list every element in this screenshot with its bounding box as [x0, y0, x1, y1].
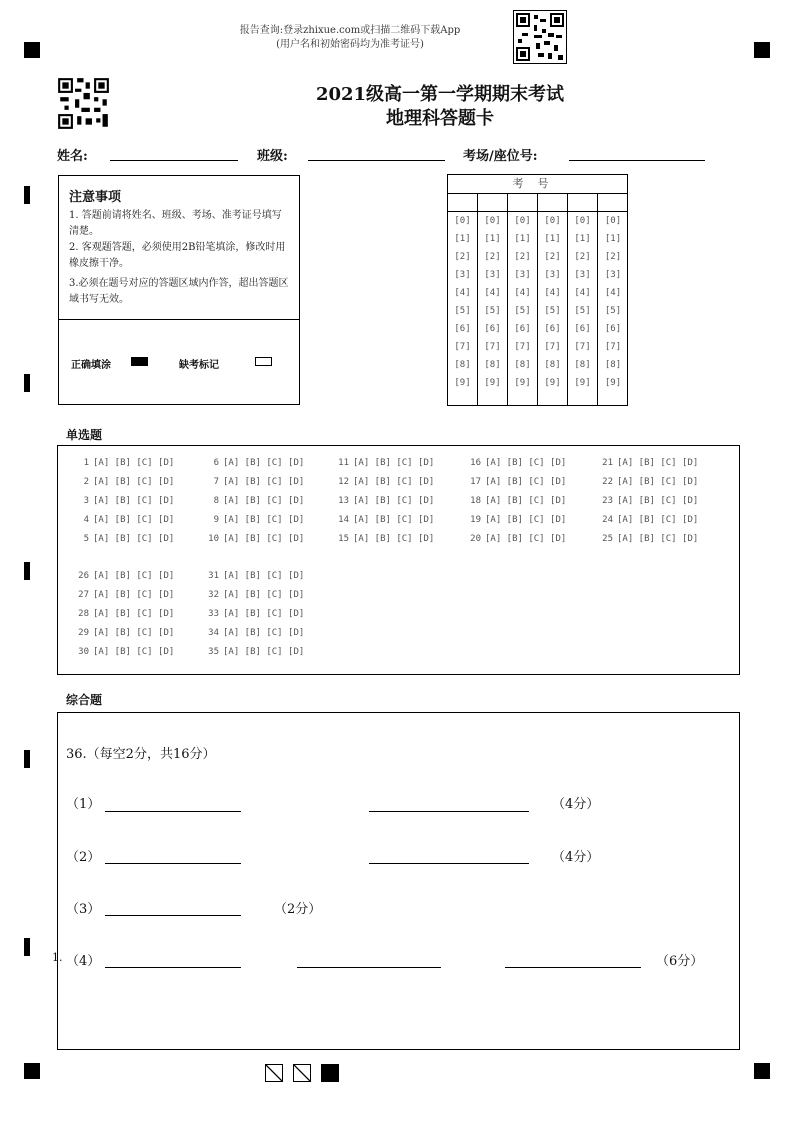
exam-digit-bubble[interactable]: [8] — [604, 360, 622, 370]
question-number: 18 — [470, 496, 481, 506]
choice-question — [468, 534, 566, 544]
answer-options[interactable]: [A] [B] [C] [D] — [353, 458, 435, 468]
part-4-answer-c[interactable] — [505, 967, 641, 968]
answer-options[interactable]: [A] [B] [C] [D] — [223, 628, 305, 638]
exam-digit-bubble[interactable]: [0] — [514, 216, 531, 226]
part-1-answer-a[interactable] — [105, 811, 241, 812]
exam-number-write-cell[interactable] — [538, 193, 567, 212]
answer-options[interactable]: [A] [B] [C] [D] — [485, 515, 567, 525]
part-4-prefix: 1. — [52, 951, 63, 964]
exam-digit-bubble[interactable]: [4] — [514, 288, 531, 298]
footer-check-box — [293, 1064, 311, 1082]
choice-question — [336, 496, 434, 506]
corner-mark-top-left — [24, 42, 40, 58]
choice-question — [76, 515, 174, 525]
exam-digit-bubble[interactable]: [3] — [574, 270, 591, 280]
choice-question — [336, 477, 434, 487]
exam-digit-bubble[interactable]: [3] — [514, 270, 531, 280]
exam-digit-bubble[interactable]: [6] — [484, 324, 501, 334]
filled-box-icon — [131, 357, 148, 366]
exam-digit-bubble[interactable]: [8] — [484, 360, 501, 370]
name-field[interactable] — [110, 160, 238, 161]
question-36: 36.（每空2分，共16分） — [66, 747, 216, 762]
exam-number-column — [568, 193, 598, 405]
exam-number-write-cell[interactable] — [448, 193, 477, 212]
exam-number-header: 考号 — [448, 175, 627, 194]
answer-options[interactable]: [A] [B] [C] [D] — [223, 647, 305, 657]
answer-options[interactable]: [A] [B] [C] [D] — [223, 590, 305, 600]
exam-digit-bubble[interactable]: [8] — [454, 360, 471, 370]
exam-digit-bubble[interactable]: [5] — [484, 306, 501, 316]
corner-mark-bottom-right — [754, 1063, 770, 1079]
part-3-label: （3） — [66, 902, 101, 917]
choice-question — [76, 628, 174, 638]
answer-options[interactable]: [A] [B] [C] [D] — [617, 477, 699, 487]
part-3-answer[interactable] — [105, 915, 241, 916]
exam-digit-bubble[interactable]: [6] — [574, 324, 591, 334]
answer-options[interactable]: [A] [B] [C] [D] — [353, 477, 435, 487]
choice-question — [206, 647, 304, 657]
exam-digit-bubble[interactable]: [6] — [604, 324, 622, 334]
question-number: 14 — [338, 515, 349, 525]
exam-number-write-cell[interactable] — [478, 193, 507, 212]
answer-options[interactable]: [A] [B] [C] [D] — [485, 534, 567, 544]
exam-number-column — [508, 193, 538, 405]
exam-digit-bubble[interactable]: [8] — [574, 360, 591, 370]
question-number: 11 — [338, 458, 349, 468]
corner-mark-top-right — [754, 42, 770, 58]
notice-item-3: 3.必须在题号对应的答题区域内作答，超出答题区域书写无效。 — [69, 278, 289, 305]
answer-options[interactable]: [A] [B] [C] [D] — [485, 496, 567, 506]
exam-digit-bubble[interactable]: [2] — [604, 252, 622, 262]
question-number: 28 — [78, 609, 89, 619]
class-label: 班级: — [257, 149, 288, 164]
question-number: 13 — [338, 496, 349, 506]
footer-check-box — [265, 1064, 283, 1082]
exam-digit-bubble[interactable]: [0] — [574, 216, 591, 226]
answer-options[interactable]: [A] [B] [C] [D] — [93, 515, 175, 525]
question-number: 16 — [470, 458, 481, 468]
part-4-answer-b[interactable] — [297, 967, 441, 968]
side-mark — [24, 374, 30, 392]
answer-options[interactable]: [A] [B] [C] [D] — [353, 515, 435, 525]
part-1-score: （4分） — [552, 797, 600, 812]
exam-subtitle: 地理科答题卡 — [386, 108, 494, 129]
question-number: 22 — [602, 477, 613, 487]
part-4-label: （4） — [66, 954, 101, 969]
exam-digit-bubble[interactable]: [7] — [604, 342, 622, 352]
comprehensive-box — [52, 712, 740, 1050]
answer-options[interactable]: [A] [B] [C] [D] — [93, 458, 175, 468]
exam-digit-bubble[interactable]: [9] — [454, 378, 471, 388]
notice-item-2: 2. 客观题答题，必须使用2B铅笔填涂，修改时用橡皮擦干净。 — [69, 242, 286, 269]
notice-item-1: 1. 答题前请将姓名、班级、考场、准考证号填写清楚。 — [69, 210, 282, 237]
question-number: 23 — [602, 496, 613, 506]
choice-question — [336, 458, 434, 468]
qr-code-icon — [56, 76, 111, 131]
exam-digit-bubble[interactable]: [5] — [574, 306, 591, 316]
question-number: 30 — [78, 647, 89, 657]
exam-number-write-cell[interactable] — [568, 193, 597, 212]
part-2-answer-a[interactable] — [105, 863, 241, 864]
corner-mark-bottom-left — [24, 1063, 40, 1079]
answer-options[interactable]: [A] [B] [C] [D] — [617, 496, 699, 506]
exam-digit-bubble[interactable]: [3] — [604, 270, 622, 280]
answer-options[interactable]: [A] [B] [C] [D] — [485, 477, 567, 487]
choice-question — [600, 458, 698, 468]
question-number: 26 — [78, 571, 89, 581]
exam-digit-bubble[interactable]: [1] — [574, 234, 591, 244]
exam-digit-bubble[interactable]: [1] — [544, 234, 561, 244]
exam-digit-bubble[interactable]: [8] — [514, 360, 531, 370]
question-number: 35 — [208, 647, 219, 657]
part-4-answer-a[interactable] — [105, 967, 241, 968]
single-choice-title: 单选题 — [66, 428, 103, 442]
question-number: 34 — [208, 628, 219, 638]
room-seat-field[interactable] — [569, 160, 705, 161]
exam-digit-bubble[interactable]: [0] — [484, 216, 501, 226]
exam-digit-bubble[interactable]: [7] — [454, 342, 471, 352]
footer-filled-box — [321, 1064, 339, 1082]
question-number: 31 — [208, 571, 219, 581]
answer-options[interactable]: [A] [B] [C] [D] — [617, 534, 699, 544]
exam-digit-bubble[interactable]: [3] — [454, 270, 471, 280]
choice-question — [76, 571, 174, 581]
question-number: 5 — [83, 534, 89, 544]
exam-number-column — [478, 193, 508, 405]
note-line-1: 报告查询:登录zhixue.com或扫描二维码下载App — [239, 25, 461, 36]
question-number: 12 — [338, 477, 349, 487]
exam-digit-bubble[interactable]: [5] — [514, 306, 531, 316]
exam-digit-bubble[interactable]: [6] — [544, 324, 561, 334]
exam-digit-bubble[interactable]: [3] — [544, 270, 561, 280]
part-2-score: （4分） — [552, 850, 600, 865]
exam-digit-bubble[interactable]: [9] — [514, 378, 531, 388]
part-2-answer-b[interactable] — [369, 863, 529, 864]
exam-digit-bubble[interactable]: [9] — [544, 378, 561, 388]
exam-title: 2021级高一第一学期期末考试 — [315, 84, 565, 105]
exam-digit-bubble[interactable]: [4] — [544, 288, 561, 298]
choice-question — [76, 496, 174, 506]
answer-options[interactable]: [A] [B] [C] [D] — [93, 647, 175, 657]
exam-digit-bubble[interactable]: [5] — [454, 306, 471, 316]
choice-question — [468, 515, 566, 525]
choice-question — [336, 515, 434, 525]
part-1-answer-b[interactable] — [369, 811, 529, 812]
exam-digit-bubble[interactable]: [3] — [484, 270, 501, 280]
question-number: 33 — [208, 609, 219, 619]
question-number: 32 — [208, 590, 219, 600]
exam-digit-bubble[interactable]: [1] — [454, 234, 471, 244]
notice-divider — [59, 319, 299, 320]
exam-digit-bubble[interactable]: [0] — [544, 216, 561, 226]
answer-options[interactable]: [A] [B] [C] [D] — [485, 458, 567, 468]
part-3-score: （2分） — [274, 902, 322, 917]
answer-options[interactable]: [A] [B] [C] [D] — [93, 571, 175, 581]
exam-number-column — [598, 193, 628, 405]
choice-question — [468, 477, 566, 487]
name-label: 姓名: — [57, 149, 88, 164]
question-number: 4 — [83, 515, 89, 525]
choice-question — [206, 515, 304, 525]
answer-options[interactable]: [A] [B] [C] [D] — [223, 458, 305, 468]
exam-digit-bubble[interactable]: [6] — [454, 324, 471, 334]
note-line-2: (用户名和初始密码均为准考证号) — [276, 39, 424, 50]
choice-question — [76, 477, 174, 487]
notice-box — [58, 175, 300, 405]
exam-digit-bubble[interactable]: [2] — [484, 252, 501, 262]
exam-digit-bubble[interactable]: [4] — [574, 288, 591, 298]
choice-question — [76, 590, 174, 600]
class-field[interactable] — [308, 160, 445, 161]
answer-options[interactable]: [A] [B] [C] [D] — [223, 534, 305, 544]
choice-question — [206, 590, 304, 600]
question-number: 27 — [78, 590, 89, 600]
choice-question — [76, 609, 174, 619]
answer-options[interactable]: [A] [B] [C] [D] — [353, 496, 435, 506]
answer-options[interactable]: [A] [B] [C] [D] — [617, 458, 699, 468]
choice-question — [336, 534, 434, 544]
part-4-score: （6分） — [656, 954, 704, 969]
answer-options[interactable]: [A] [B] [C] [D] — [93, 590, 175, 600]
exam-number-column — [448, 193, 478, 405]
exam-digit-bubble[interactable]: [1] — [514, 234, 531, 244]
choice-question — [206, 534, 304, 544]
answer-options[interactable]: [A] [B] [C] [D] — [93, 534, 175, 544]
exam-number-write-cell[interactable] — [598, 193, 628, 212]
exam-digit-bubble[interactable]: [4] — [604, 288, 622, 298]
side-mark — [24, 938, 30, 956]
question-number: 17 — [470, 477, 481, 487]
choice-question — [206, 458, 304, 468]
question-number: 19 — [470, 515, 481, 525]
exam-number-column — [538, 193, 568, 405]
question-number: 25 — [602, 534, 613, 544]
question-number: 10 — [208, 534, 219, 544]
answer-options[interactable]: [A] [B] [C] [D] — [93, 477, 175, 487]
answer-options[interactable]: [A] [B] [C] [D] — [617, 515, 699, 525]
exam-digit-bubble[interactable]: [2] — [514, 252, 531, 262]
exam-digit-bubble[interactable]: [8] — [544, 360, 561, 370]
question-number: 7 — [213, 477, 219, 487]
qr-code-icon — [513, 10, 567, 64]
question-number: 21 — [602, 458, 613, 468]
correct-fill-label: 正确填涂 — [71, 360, 111, 371]
exam-digit-bubble[interactable]: [1] — [484, 234, 501, 244]
part-2-label: （2） — [66, 850, 101, 865]
question-number: 15 — [338, 534, 349, 544]
choice-question — [206, 477, 304, 487]
answer-options[interactable]: [A] [B] [C] [D] — [93, 609, 175, 619]
exam-digit-bubble[interactable]: [7] — [574, 342, 591, 352]
exam-digit-bubble[interactable]: [1] — [604, 234, 622, 244]
answer-options[interactable]: [A] [B] [C] [D] — [353, 534, 435, 544]
side-mark — [24, 562, 30, 580]
choice-question — [468, 458, 566, 468]
question-number: 2 — [83, 477, 89, 487]
exam-digit-bubble[interactable]: [7] — [484, 342, 501, 352]
exam-digit-bubble[interactable]: [4] — [484, 288, 501, 298]
choice-question — [76, 458, 174, 468]
choice-question — [468, 496, 566, 506]
exam-digit-bubble[interactable]: [7] — [514, 342, 531, 352]
exam-digit-bubble[interactable]: [9] — [484, 378, 501, 388]
question-number: 1 — [83, 458, 89, 468]
answer-options[interactable]: [A] [B] [C] [D] — [223, 609, 305, 619]
exam-digit-bubble[interactable]: [0] — [454, 216, 471, 226]
part-1-label: （1） — [66, 797, 101, 812]
room-seat-label: 考场/座位号: — [463, 149, 538, 164]
question-number: 9 — [213, 515, 219, 525]
choice-question — [206, 571, 304, 581]
question-number: 29 — [78, 628, 89, 638]
question-number: 8 — [213, 496, 219, 506]
question-number: 20 — [470, 534, 481, 544]
choice-question — [76, 534, 174, 544]
exam-digit-bubble[interactable]: [5] — [544, 306, 561, 316]
choice-question — [76, 647, 174, 657]
exam-digit-bubble[interactable]: [9] — [574, 378, 591, 388]
absent-mark-label: 缺考标记 — [179, 360, 219, 371]
exam-number-grid — [447, 174, 628, 406]
exam-digit-bubble[interactable]: [2] — [544, 252, 561, 262]
report-query-note — [210, 24, 490, 52]
exam-digit-bubble[interactable]: [7] — [544, 342, 561, 352]
exam-digit-bubble[interactable]: [4] — [454, 288, 471, 298]
exam-number-write-cell[interactable] — [508, 193, 537, 212]
answer-options[interactable]: [A] [B] [C] [D] — [223, 571, 305, 581]
question-number: 3 — [83, 496, 89, 506]
exam-digit-bubble[interactable]: [6] — [514, 324, 531, 334]
choice-question — [600, 534, 698, 544]
choice-question — [206, 609, 304, 619]
question-number: 6 — [213, 458, 219, 468]
notice-title: 注意事项 — [69, 190, 122, 205]
answer-options[interactable]: [A] [B] [C] [D] — [93, 496, 175, 506]
question-number: 24 — [602, 515, 613, 525]
choice-question — [206, 628, 304, 638]
choice-question — [600, 515, 698, 525]
answer-options[interactable]: [A] [B] [C] [D] — [223, 515, 305, 525]
exam-digit-bubble[interactable]: [5] — [604, 306, 622, 316]
exam-digit-bubble[interactable]: [9] — [604, 378, 622, 388]
answer-options[interactable]: [A] [B] [C] [D] — [93, 628, 175, 638]
single-choice-box — [57, 445, 740, 675]
answer-options[interactable]: [A] [B] [C] [D] — [223, 496, 305, 506]
choice-question — [600, 477, 698, 487]
comprehensive-title: 综合题 — [66, 693, 103, 707]
choice-question — [600, 496, 698, 506]
answer-options[interactable]: [A] [B] [C] [D] — [223, 477, 305, 487]
exam-digit-bubble[interactable]: [2] — [454, 252, 471, 262]
side-mark — [24, 186, 30, 204]
side-mark — [24, 750, 30, 768]
exam-digit-bubble[interactable]: [2] — [574, 252, 591, 262]
choice-question — [206, 496, 304, 506]
exam-digit-bubble[interactable]: [0] — [604, 216, 622, 226]
absent-mark-box[interactable] — [255, 357, 272, 366]
